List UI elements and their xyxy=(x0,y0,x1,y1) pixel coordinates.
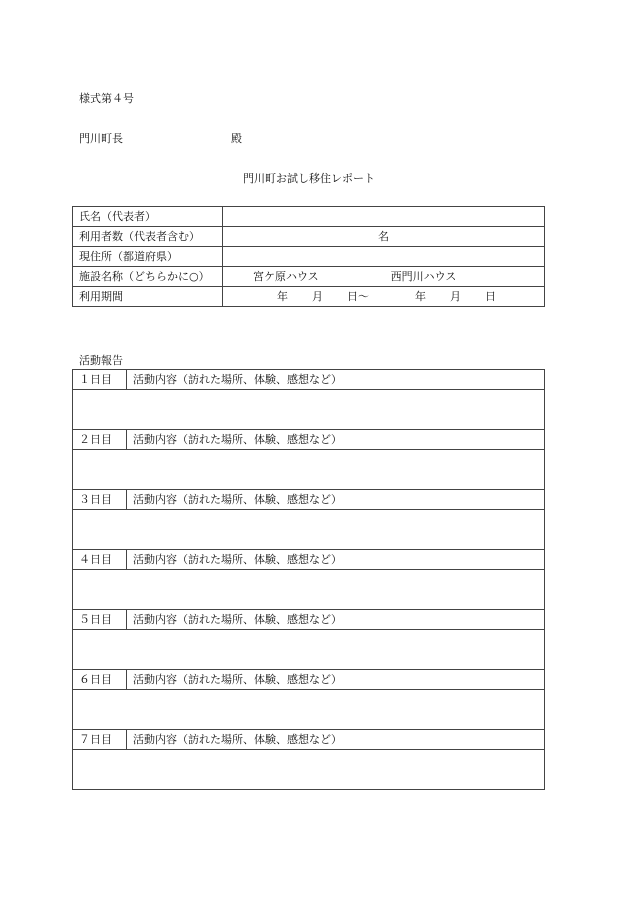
table-row xyxy=(73,247,545,267)
period-field[interactable] xyxy=(223,287,545,307)
table-row xyxy=(73,690,545,730)
addressee: 門川町長 xyxy=(79,132,123,145)
period-day-from: 日〜 xyxy=(347,290,369,303)
honorific: 殿 xyxy=(231,132,242,145)
period-year-1: 年 xyxy=(277,290,288,303)
activity-prompt: 活動内容（訪れた場所、体験、感想など） xyxy=(127,370,545,390)
day-label: ７日目 xyxy=(73,730,127,750)
table-row xyxy=(73,370,545,390)
users-unit: 名 xyxy=(378,230,389,243)
address-field[interactable] xyxy=(223,247,545,267)
table-row xyxy=(73,610,545,630)
address-label: 現住所（都道府県） xyxy=(73,247,223,267)
table-row xyxy=(73,550,545,570)
period-year-2: 年 xyxy=(415,290,426,303)
day-label: ２日目 xyxy=(73,430,127,450)
table-row xyxy=(73,670,545,690)
activity-prompt: 活動内容（訪れた場所、体験、感想など） xyxy=(127,490,545,510)
period-day-to: 日 xyxy=(485,290,496,303)
activity-heading: 活動報告 xyxy=(79,354,123,367)
period-month-2: 月 xyxy=(450,290,461,303)
activity-prompt: 活動内容（訪れた場所、体験、感想など） xyxy=(127,550,545,570)
users-field[interactable] xyxy=(223,227,545,247)
activity-table xyxy=(72,369,545,790)
name-field[interactable] xyxy=(223,207,545,227)
activity-prompt: 活動内容（訪れた場所、体験、感想など） xyxy=(127,670,545,690)
facility-label: 施設名称（どちらかに○） xyxy=(73,267,223,287)
activity-entry-field[interactable] xyxy=(73,510,545,550)
day-label: ５日目 xyxy=(73,610,127,630)
activity-prompt: 活動内容（訪れた場所、体験、感想など） xyxy=(127,730,545,750)
name-label: 氏名（代表者） xyxy=(73,207,223,227)
table-row xyxy=(73,267,545,287)
form-number: 様式第４号 xyxy=(79,92,134,105)
table-row xyxy=(73,750,545,790)
table-row xyxy=(73,390,545,430)
info-table xyxy=(72,206,545,307)
table-row xyxy=(73,490,545,510)
activity-prompt: 活動内容（訪れた場所、体験、感想など） xyxy=(127,430,545,450)
activity-entry-field[interactable] xyxy=(73,570,545,610)
table-row xyxy=(73,207,545,227)
day-label: ６日目 xyxy=(73,670,127,690)
table-row xyxy=(73,227,545,247)
activity-entry-field[interactable] xyxy=(73,390,545,430)
facility-option-1[interactable]: 宮ケ原ハウス xyxy=(253,270,319,283)
day-label: １日目 xyxy=(73,370,127,390)
table-row xyxy=(73,450,545,490)
activity-prompt: 活動内容（訪れた場所、体験、感想など） xyxy=(127,610,545,630)
table-row xyxy=(73,287,545,307)
table-row xyxy=(73,730,545,750)
activity-entry-field[interactable] xyxy=(73,750,545,790)
page-title: 門川町お試し移住レポート xyxy=(243,172,375,185)
table-row xyxy=(73,570,545,610)
day-label: ３日目 xyxy=(73,490,127,510)
activity-entry-field[interactable] xyxy=(73,690,545,730)
facility-field[interactable] xyxy=(223,267,545,287)
period-month-1: 月 xyxy=(312,290,323,303)
activity-entry-field[interactable] xyxy=(73,450,545,490)
table-row xyxy=(73,510,545,550)
period-label: 利用期間 xyxy=(73,287,223,307)
users-label: 利用者数（代表者含む） xyxy=(73,227,223,247)
table-row xyxy=(73,430,545,450)
activity-entry-field[interactable] xyxy=(73,630,545,670)
day-label: ４日目 xyxy=(73,550,127,570)
facility-option-2[interactable]: 西門川ハウス xyxy=(390,270,457,283)
table-row xyxy=(73,630,545,670)
